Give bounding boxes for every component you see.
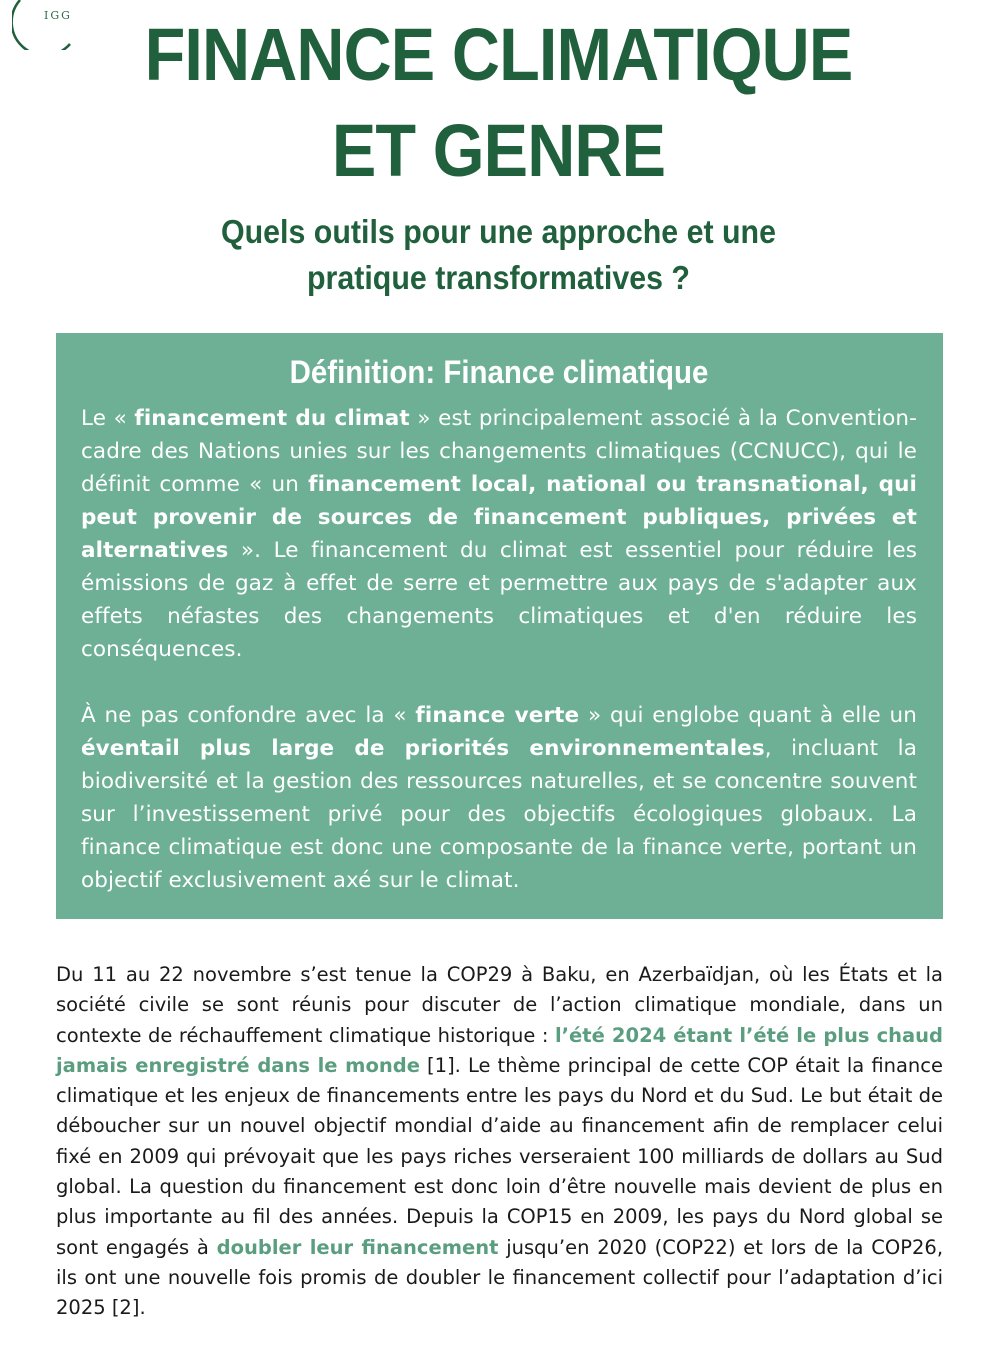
definition-paragraph-1 — [81, 402, 917, 666]
bold-definition: financement local, national ou transnational, qui peut provenir de sources de financement publiques, privées et alternatives — [81, 472, 917, 563]
logo-text: IGG — [44, 9, 72, 22]
page-subtitle — [40, 209, 957, 301]
title-line-2: ET GENRE — [331, 109, 666, 192]
subtitle-line-1: Quels outils pour une approche et une — [221, 213, 776, 250]
subtitle-line-2: pratique transformatives ? — [307, 259, 690, 296]
bold-term: financement du climat — [134, 406, 410, 431]
bold-phrase: éventail plus large de priorités environnementales — [81, 736, 765, 761]
page-title — [50, 7, 947, 199]
text-run: » qui englobe quant à elle un — [579, 703, 917, 728]
bold-term: finance verte — [415, 703, 580, 728]
definition-box — [56, 333, 943, 919]
highlight-link-summer-2024[interactable]: l’été 2024 étant l’été le plus chaud jamais enregistré dans le monde — [56, 1023, 944, 1077]
body-paragraph — [56, 960, 943, 1324]
title-line-1: FINANCE CLIMATIQUE — [144, 13, 853, 96]
text-run: , incluant la biodiversité et la gestion des ressources naturelles, et se concentre souvent sur l’investissement privé pour des objectifs écologiques globaux. La finance climatique est donc une composante de la finance verte, portant un objectif exclusivement axé sur le climat. — [81, 736, 918, 893]
definition-heading: Définition: Finance climatique — [289, 354, 709, 390]
text-run: À ne pas confondre avec la « — [81, 703, 416, 728]
text-run: Le « — [81, 406, 135, 431]
text-run: [1]. Le thème principal de cette COP était la finance climatique et les enjeux de financements entre les pays du Nord et du Sud. Le but était de déboucher sur un nouvel objectif mondial d’aide au financement afin de remplacer celui fixé en 2009 qui prévoyait que les pays riches verseraient 100 milliards de dollars au Sud global. La question du financement est donc loin d’être nouvelle mais devient de plus en plus importante au fil des années. Depuis la COP15 en 2009, les pays du Nord global se sont engagés à — [56, 1053, 943, 1259]
text-run: ». Le financement du climat est essentiel pour réduire les émissions de gaz à effet de serre et permettre aux pays de s'adapter aux effets néfastes des changements climatiques et d'en réduire les conséquences. — [81, 538, 917, 662]
text-run: » est principalement associé à la Convention-cadre des Nations unies sur les changements climatiques (CCNUCC), qui le définit comme « un — [81, 406, 918, 497]
highlight-link-double-funding[interactable]: doubler leur financement — [216, 1235, 499, 1259]
definition-paragraph-2 — [81, 699, 917, 897]
text-run: Du 11 au 22 novembre s’est tenue la COP29 à Baku, en Azerbaïdjan, où les États et la société civile se sont réunis pour discuter de l’action climatique mondiale, dans un contexte de réchauffement climatique historique : — [56, 963, 943, 1047]
text-run: jusqu’en 2020 (COP22) et lors de la COP26, ils ont une nouvelle fois promis de doubler le financement collectif pour l’adaptation d’ici 2025 [2]. — [56, 1235, 944, 1320]
